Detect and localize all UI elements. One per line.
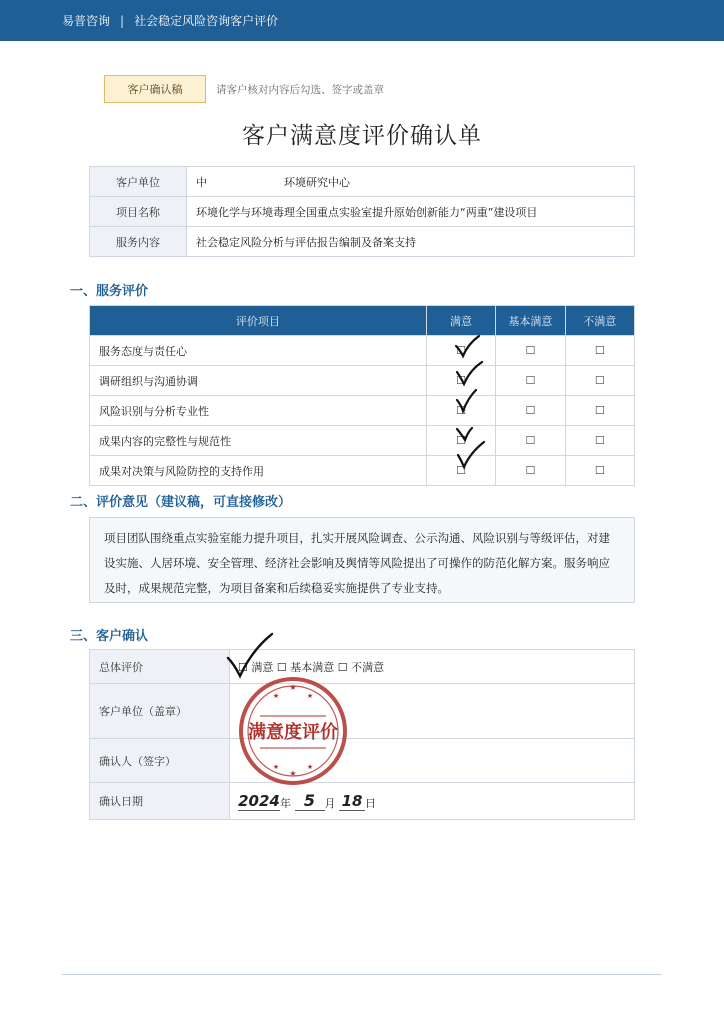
confirm-row-signer xyxy=(90,739,635,783)
eval-header-basic: 基本满意 xyxy=(496,306,565,336)
checkbox-unsatisfied[interactable]: ☐ xyxy=(565,426,634,456)
confirm-row-overall xyxy=(90,650,635,684)
checkbox-unsatisfied[interactable]: ☐ xyxy=(565,336,634,366)
eval-header-item: 评价项目 xyxy=(90,306,427,336)
eval-row xyxy=(90,396,635,426)
eval-item-label: 成果对决策与风险防控的支持作用 xyxy=(90,456,427,486)
checkbox-satisfied[interactable]: ☐ xyxy=(426,366,495,396)
footer-divider xyxy=(62,974,662,975)
unit-seal-label: 客户单位（盖章） xyxy=(90,684,230,739)
info-value[interactable]: 社会稳定风险分析与评估报告编制及备案支持 xyxy=(187,227,635,257)
confirmation-table xyxy=(89,649,635,820)
eval-item-label: 成果内容的完整性与规范性 xyxy=(90,426,427,456)
checkbox-unsatisfied[interactable]: ☐ xyxy=(565,396,634,426)
checkbox-satisfied[interactable]: ☐ xyxy=(426,456,495,486)
draft-note: 请客户核对内容后勾选、签字或盖章 xyxy=(216,84,384,96)
page-title: 客户满意度评价确认单 xyxy=(242,123,482,149)
date-label: 确认日期 xyxy=(90,783,230,820)
date-year-unit: 年 xyxy=(280,797,291,810)
eval-row xyxy=(90,456,635,486)
svg-text:★: ★ xyxy=(272,763,280,771)
handwritten-check-icon xyxy=(457,390,476,411)
seal-text: 满意度评价 xyxy=(248,722,338,743)
info-label: 服务内容 xyxy=(90,227,187,257)
checkbox-satisfied[interactable]: ☐ xyxy=(426,336,495,366)
checkbox-unsatisfied[interactable]: ☐ xyxy=(565,456,634,486)
eval-item-label: 服务态度与责任心 xyxy=(90,336,427,366)
eval-header-row xyxy=(90,306,635,336)
section-title-service-evaluation: 一、服务评价 xyxy=(70,284,149,299)
draft-tag: 客户确认稿 xyxy=(104,75,206,103)
handwritten-check-icon xyxy=(228,634,272,676)
checkbox-satisfied[interactable]: ☐ xyxy=(426,396,495,426)
confirm-row-date xyxy=(90,783,635,820)
eval-row xyxy=(90,426,635,456)
seal-icon xyxy=(238,676,348,786)
eval-item-label: 调研组织与沟通协调 xyxy=(90,366,427,396)
info-label: 项目名称 xyxy=(90,197,187,227)
eval-header-satisfied: 满意 xyxy=(426,306,495,336)
overall-option-basic[interactable]: ☐ 基本满意 xyxy=(276,660,335,674)
checkbox-unsatisfied[interactable]: ☐ xyxy=(565,366,634,396)
section-title-opinion: 二、评价意见（建议稿，可直接修改） xyxy=(70,495,292,510)
info-label: 客户单位 xyxy=(90,167,187,197)
eval-row xyxy=(90,336,635,366)
svg-text:★: ★ xyxy=(306,692,314,700)
customer-seal xyxy=(238,676,348,786)
date-month-unit: 月 xyxy=(324,797,336,810)
handwritten-checkmarks xyxy=(452,334,492,474)
header-divider: | xyxy=(120,13,125,28)
header-title: 社会稳定风险咨询客户评价 xyxy=(134,14,279,28)
date-day: 18 xyxy=(339,792,365,811)
checkbox-basic[interactable]: ☐ xyxy=(496,426,565,456)
overall-option-satisfied[interactable]: ☐ 满意 xyxy=(238,660,274,674)
svg-text:★: ★ xyxy=(272,692,280,700)
info-row xyxy=(90,227,635,257)
brand-name: 易普咨询 xyxy=(62,14,111,28)
checkbox-satisfied[interactable]: ☐ xyxy=(426,426,495,456)
date-field[interactable] xyxy=(230,783,635,820)
checkbox-basic[interactable]: ☐ xyxy=(496,456,565,486)
svg-text:★: ★ xyxy=(306,763,314,771)
info-value[interactable]: 中 环境研究中心 xyxy=(187,167,635,197)
signer-label: 确认人（签字） xyxy=(90,739,230,783)
confirm-row-unit xyxy=(90,684,635,739)
handwritten-check-icon xyxy=(457,428,472,440)
service-evaluation-table xyxy=(89,305,635,486)
checkbox-basic[interactable]: ☐ xyxy=(496,336,565,366)
overall-option-unsatisfied[interactable]: ☐ 不满意 xyxy=(337,660,385,674)
date-year: 2024 xyxy=(238,792,280,810)
handwritten-check-icon xyxy=(457,362,482,384)
info-row xyxy=(90,197,635,227)
project-info-table xyxy=(89,166,635,257)
checkbox-basic[interactable]: ☐ xyxy=(496,366,565,396)
info-value[interactable]: 环境化学与环境毒理全国重点实验室提升原始创新能力“两重”建设项目 xyxy=(187,197,635,227)
overall-handwritten-check xyxy=(226,632,278,680)
date-day-unit: 日 xyxy=(365,797,376,810)
svg-text:★: ★ xyxy=(289,769,297,778)
eval-header-unsatisfied: 不满意 xyxy=(565,306,634,336)
opinion-text[interactable]: 项目团队围绕重点实验室能力提升项目，扎实开展风险调查、公示沟通、风险识别与等级评估，对建设实施、人居环境、安全管理、经济社会影响及舆情等风险提出了可操作的防范化解方案。服务响应及时，成果规范完整，为项目备案和后续稳妥实施提供了专业支持。 xyxy=(89,517,635,603)
overall-label: 总体评价 xyxy=(90,650,230,684)
checkbox-basic[interactable]: ☐ xyxy=(496,396,565,426)
section-title-confirmation: 三、客户确认 xyxy=(70,629,149,644)
handwritten-check-icon xyxy=(456,336,479,356)
date-month: 5 xyxy=(295,791,325,811)
handwritten-check-icon xyxy=(458,442,484,467)
eval-row xyxy=(90,366,635,396)
svg-text:★: ★ xyxy=(289,683,297,692)
eval-item-label: 风险识别与分析专业性 xyxy=(90,396,427,426)
info-row xyxy=(90,167,635,197)
top-bar xyxy=(0,0,724,41)
